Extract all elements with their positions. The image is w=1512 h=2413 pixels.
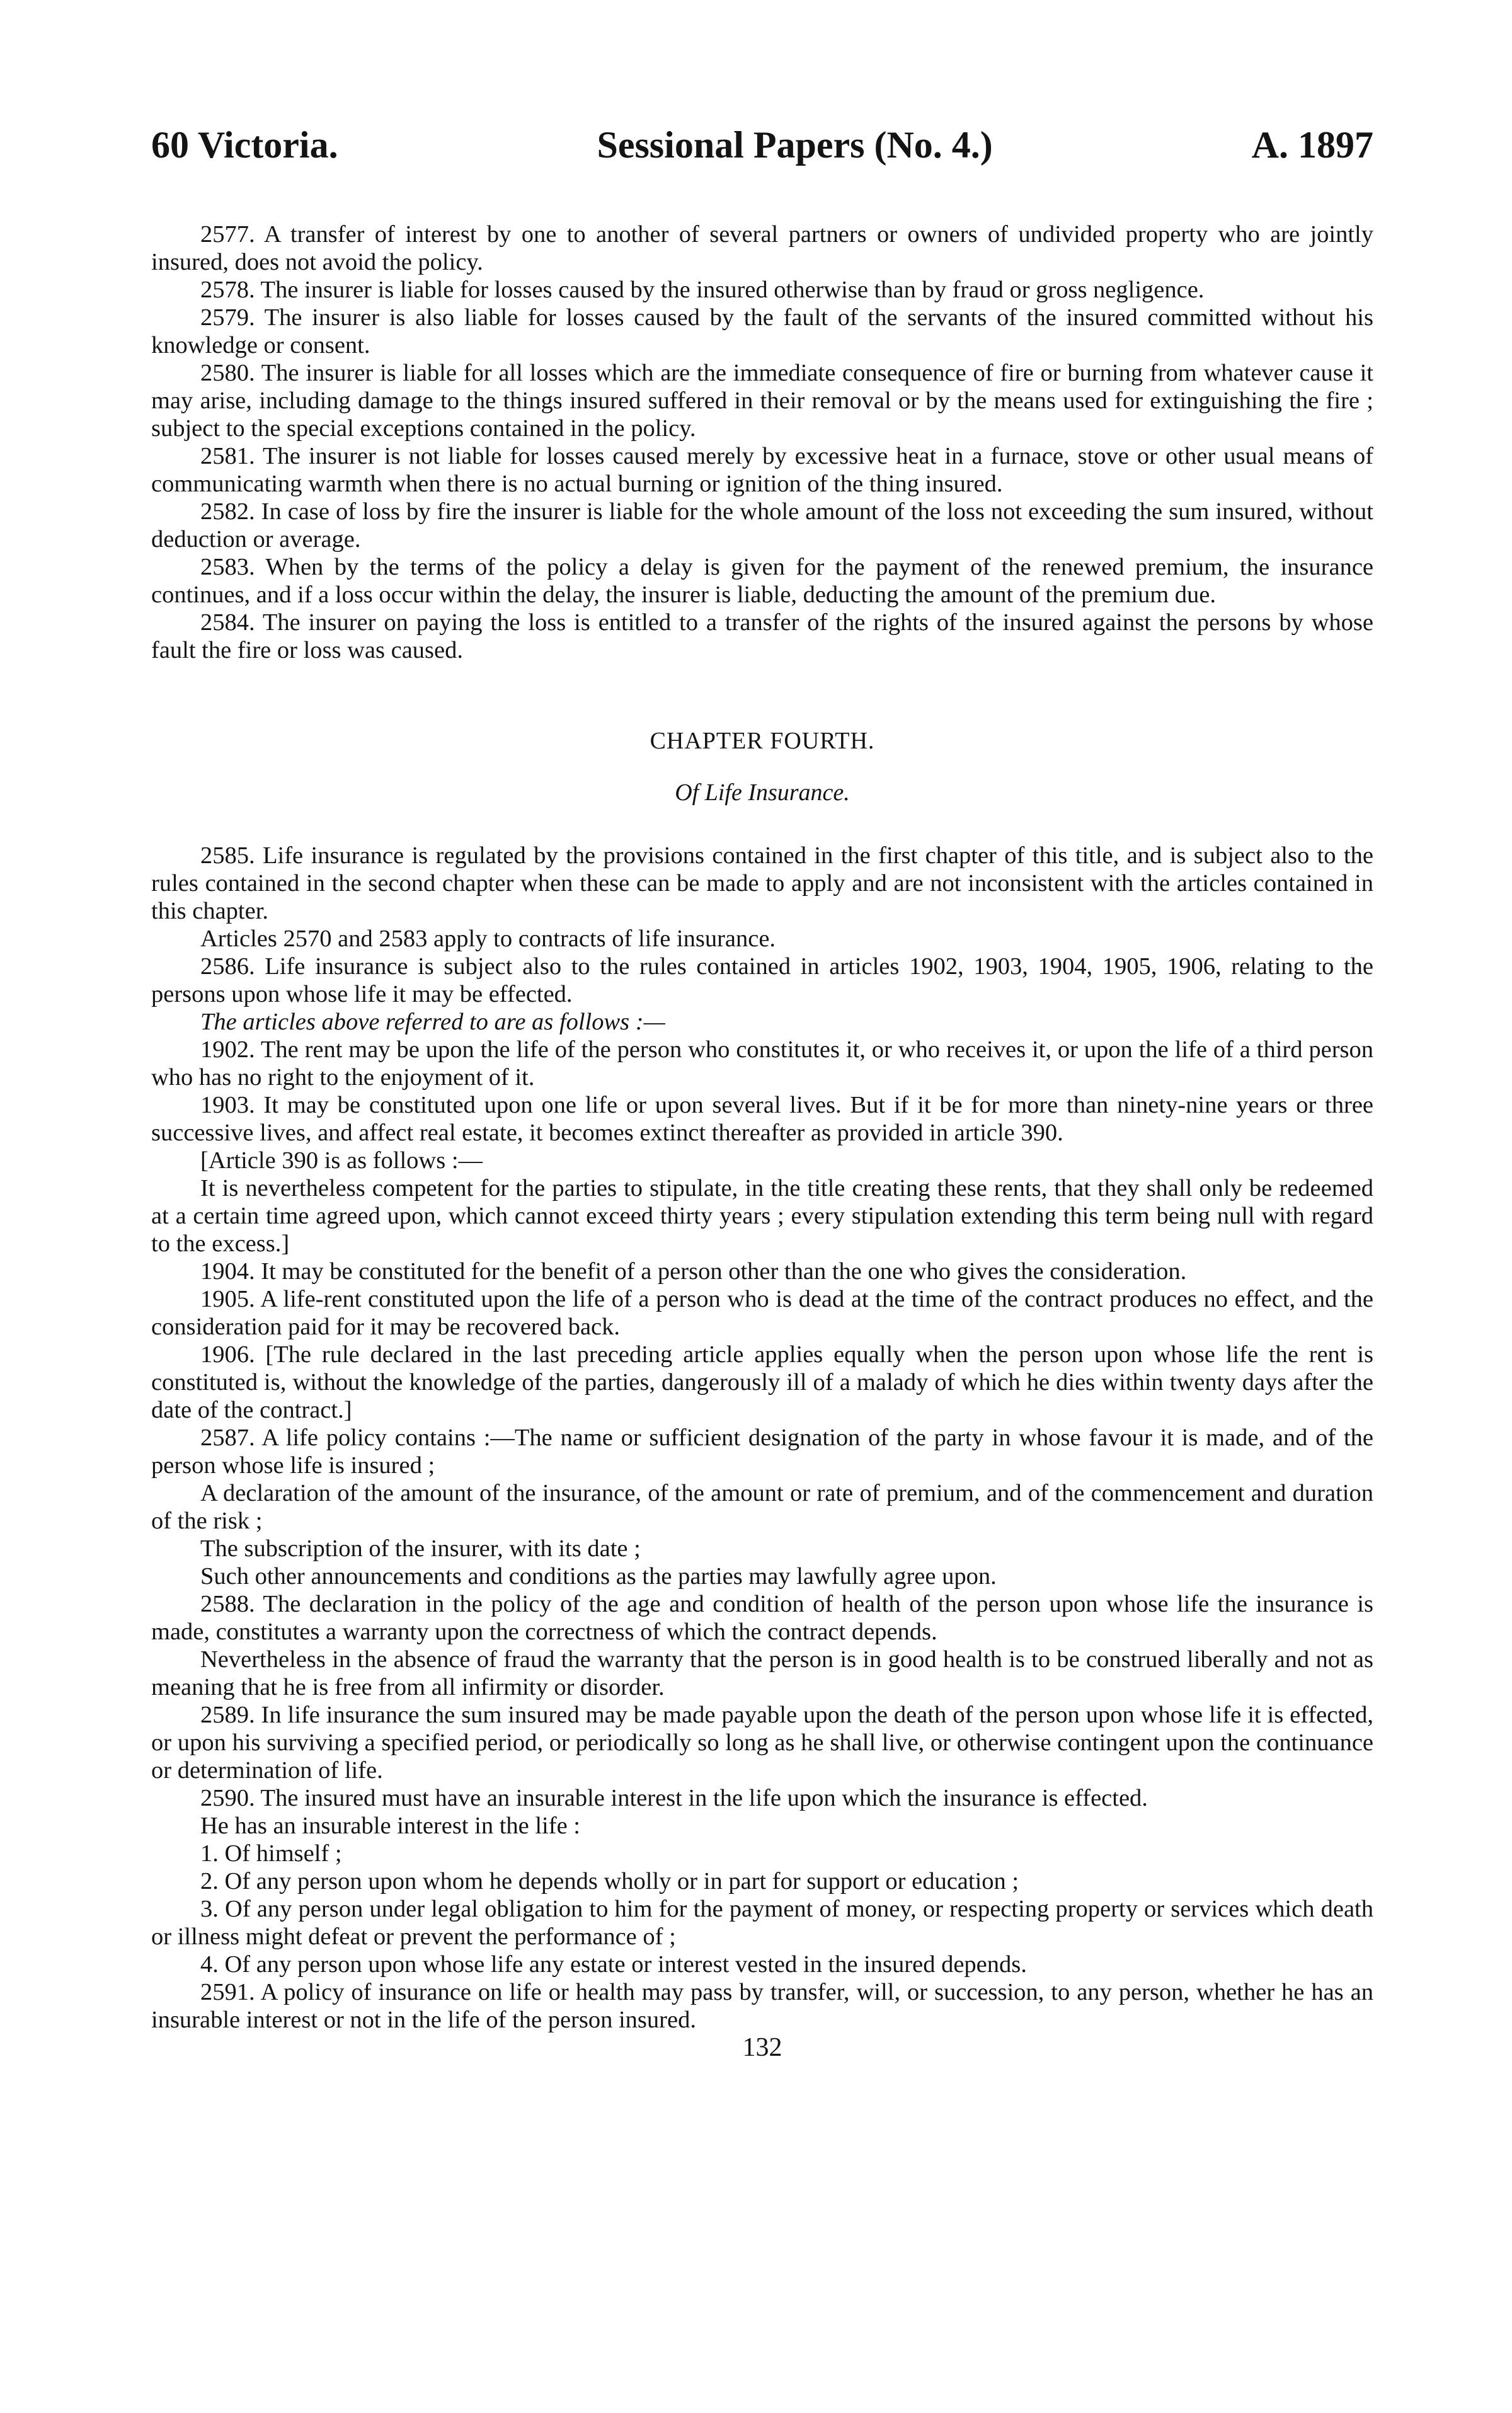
article-2587-subscription: The subscription of the insurer, with its date ; (200, 1535, 641, 1562)
article-2587: 2587. A life policy contains :—The name or sufficient designation of the party in whose favour it is made, and of the person whose life is insured ; (151, 1424, 1373, 1479)
document-body (151, 221, 1373, 2061)
article-2586: 2586. Life insurance is subject also to the rules contained in articles 1902, 1903, 1904, 1905, 1906, relating to the persons upon whose life it may be effected. (151, 953, 1373, 1007)
article-2585: 2585. Life insurance is regulated by the provisions contained in the first chapter of this title, and is subject also to the rules contained in the second chapter when these can be made to apply and are not inconsistent with the articles contained in this chapter. (151, 842, 1373, 924)
article-390-text: It is nevertheless competent for the parties to stipulate, in the title creating these rents, that they shall only be redeemed at a certain time agreed upon, which cannot exceed thirty years ; every stipulation extending this term being null with regard to the excess.] (151, 1175, 1373, 1257)
article-1904: 1904. It may be constituted for the benefit of a person other than the one who gives the consideration. (200, 1258, 1187, 1285)
article-2591: 2591. A policy of insurance on life or health may pass by transfer, will, or succession, to any person, whether he has an insurable interest or not in the life of the person insured. (151, 1979, 1373, 2033)
article-2581: 2581. The insurer is not liable for losses caused merely by excessive heat in a furnace, stove or other usual means of communicating warmth when there is no actual burning or ignition of the thing insured. (151, 443, 1373, 497)
chapter-title: CHAPTER FOURTH. (650, 728, 875, 754)
article-1902: 1902. The rent may be upon the life of the person who constitutes it, or who receives it, or upon the life of a third person who has no right to the enjoyment of it. (151, 1036, 1373, 1091)
article-2582: 2582. In case of loss by fire the insurer is liable for the whole amount of the loss not exceeding the sum insured, without deduction or average. (151, 498, 1373, 553)
article-2588-note: Nevertheless in the absence of fraud the warranty that the person is in good health is to be construed liberally and not as meaning that he is free from all infirmity or disorder. (151, 1646, 1373, 1700)
running-header (151, 120, 1373, 183)
article-2590-item-4: 4. Of any person upon whose life any estate or interest vested in the insured depends. (200, 1951, 1027, 1978)
article-2585-note: Articles 2570 and 2583 apply to contracts of life insurance. (200, 926, 776, 952)
article-2587-conditions: Such other announcements and conditions as the parties may lawfully agree upon. (200, 1563, 997, 1590)
header-left: 60 Victoria. (151, 124, 338, 166)
document-page (151, 120, 1373, 2061)
page-number: 132 (742, 2033, 782, 2062)
article-2578: 2578. The insurer is liable for losses caused by the insured otherwise than by fraud or gross negligence. (200, 277, 1205, 303)
article-2584: 2584. The insurer on paying the loss is entitled to a transfer of the rights of the insured against the persons by whose fault the fire or loss was caused. (151, 609, 1373, 663)
article-1905: 1905. A life-rent constituted upon the life of a person who is dead at the time of the contract produces no effect, and the consideration paid for it may be recovered back. (151, 1286, 1373, 1340)
header-center: Sessional Papers (No. 4.) (597, 124, 993, 166)
article-2577: 2577. A transfer of interest by one to another of several partners or owners of undivided property who are jointly insured, does not avoid the policy. (151, 221, 1373, 275)
article-2583: 2583. When by the terms of the policy a delay is given for the payment of the renewed premium, the insurance continues, and if a loss occur within the delay, the insurer is liable, deducting the amount of the premium due. (151, 554, 1373, 608)
article-2590: 2590. The insured must have an insurable interest in the life upon which the insurance is effected. (200, 1785, 1148, 1811)
header-right: A. 1897 (1251, 124, 1373, 166)
article-2590-item-3: 3. Of any person under legal obligation to him for the payment of money, or respecting property or services which death or illness might defeat or prevent the performance of ; (151, 1896, 1373, 1950)
article-2588: 2588. The declaration in the policy of the age and condition of health of the person upon whose life the insurance is made, constitutes a warranty upon the correctness of which the contract depends. (151, 1591, 1373, 1645)
article-2589: 2589. In life insurance the sum insured may be made payable upon the death of the person upon whose life it is effected, or upon his surviving a specified period, or periodically so long as he shall live, or otherwise contingent upon the continuance or determination of life. (151, 1702, 1373, 1784)
chapter-subtitle: Of Life Insurance. (675, 779, 850, 806)
article-2580: 2580. The insurer is liable for all losses which are the immediate consequence of fire or burning from whatever cause it may arise, including damage to the things insured suffered in their removal or by the means used for extinguishing the fire ; subject to the special exceptions contained in the policy. (151, 360, 1373, 442)
article-2590-item-2: 2. Of any person upon whom he depends wholly or in part for support or education ; (200, 1868, 1019, 1894)
article-2579: 2579. The insurer is also liable for losses caused by the fault of the servants of the insured committed without his knowledge or consent. (151, 304, 1373, 358)
article-1906: 1906. [The rule declared in the last preceding article applies equally when the person upon whose life the rent is constituted is, without the knowledge of the parties, dangerously ill of a malady of which he dies within twenty days after the date of the contract.] (151, 1341, 1373, 1423)
article-1903: 1903. It may be constituted upon one life or upon several lives. But if it be for more than ninety-nine years or three successive lives, and affect real estate, it becomes extinct thereafter as provided in article 390. (151, 1092, 1373, 1146)
article-2590-intro: He has an insurable interest in the life : (200, 1813, 580, 1839)
articles-intro: The articles above referred to are as follows :— (200, 1009, 665, 1035)
article-2590-item-1: 1. Of himself ; (200, 1840, 342, 1867)
article-2587-declaration: A declaration of the amount of the insurance, of the amount or rate of premium, and of the commencement and duration of the risk ; (151, 1480, 1373, 1534)
article-390-intro: [Article 390 is as follows :— (200, 1147, 483, 1174)
